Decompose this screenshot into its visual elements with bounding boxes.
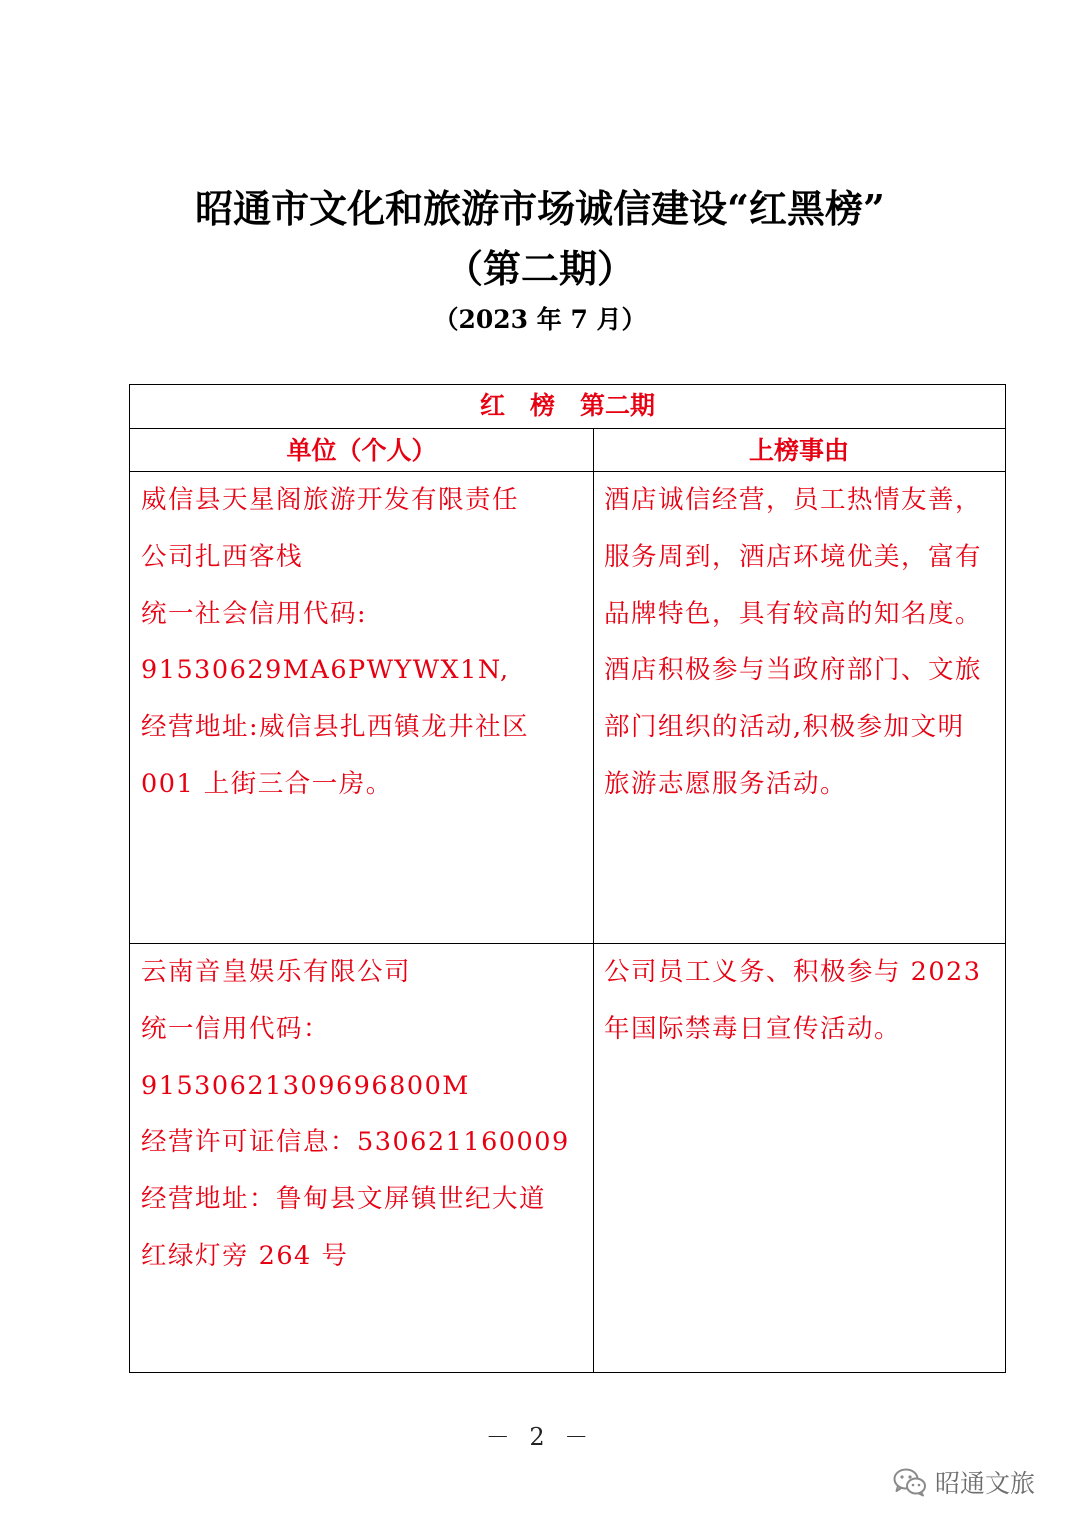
column-header-reason: 上榜事由 — [748, 436, 849, 465]
unit-line: 91530629MA6PWYWX1N, — [141, 655, 510, 686]
reason-line: 旅游志愿服务活动。 — [604, 768, 848, 799]
column-divider — [593, 429, 594, 1372]
unit-line: 红绿灯旁 264 号 — [141, 1240, 349, 1271]
reason-line: 年国际禁毒日宣传活动。 — [604, 1013, 902, 1044]
document-date: （2023 年 7 月） — [433, 305, 647, 334]
reason-line: 公司员工义务、积极参与 2023 — [604, 957, 982, 987]
wechat-watermark — [893, 1460, 1063, 1504]
unit-line: 统一信用代码： — [141, 1013, 331, 1044]
table-caption: 红 榜 第二期 — [479, 391, 655, 420]
unit-line: 威信县天星阁旅游开发有限责任 — [141, 485, 520, 515]
red-list-table — [129, 384, 1006, 1373]
unit-line: 经营地址:威信县扎西镇龙井社区 — [141, 712, 530, 743]
unit-cell — [141, 472, 586, 813]
reason-line: 品牌特色，具有较高的知名度。 — [604, 598, 983, 629]
document-title: 昭通市文化和旅游市场诚信建设“红黑榜” — [195, 186, 885, 231]
unit-line: 统一社会信用代码: — [141, 598, 368, 629]
unit-line: 云南音皇娱乐有限公司 — [141, 957, 412, 987]
table-header-row — [130, 429, 1005, 472]
unit-line: 经营地址：鲁甸县文屏镇世纪大道 — [141, 1184, 547, 1215]
reason-line: 酒店诚信经营，员工热情友善， — [604, 485, 983, 515]
unit-line: 经营许可证信息：530621160009 — [141, 1127, 570, 1158]
table-row — [130, 944, 1005, 1372]
table-caption-row — [130, 385, 1005, 429]
wechat-icon — [893, 1467, 927, 1497]
unit-line: 001 上街三合一房。 — [141, 768, 393, 799]
unit-line: 公司扎西客栈 — [141, 541, 304, 572]
table-row — [130, 472, 1005, 944]
unit-line: 91530621309696800M — [141, 1070, 470, 1101]
unit-cell — [141, 944, 586, 1285]
reason-line: 酒店积极参与当政府部门、文旅 — [604, 655, 983, 686]
document-issue: （第二期） — [444, 246, 635, 291]
reason-cell — [604, 472, 1000, 813]
column-header-unit: 单位（个人） — [286, 436, 437, 465]
reason-line: 部门组织的活动,积极参加文明 — [604, 712, 965, 743]
reason-line: 服务周到，酒店环境优美，富有 — [604, 541, 983, 572]
page-number: － 2 － — [485, 1423, 595, 1451]
reason-cell — [604, 944, 1000, 1058]
watermark-text: 昭通文旅 — [935, 1469, 1036, 1498]
